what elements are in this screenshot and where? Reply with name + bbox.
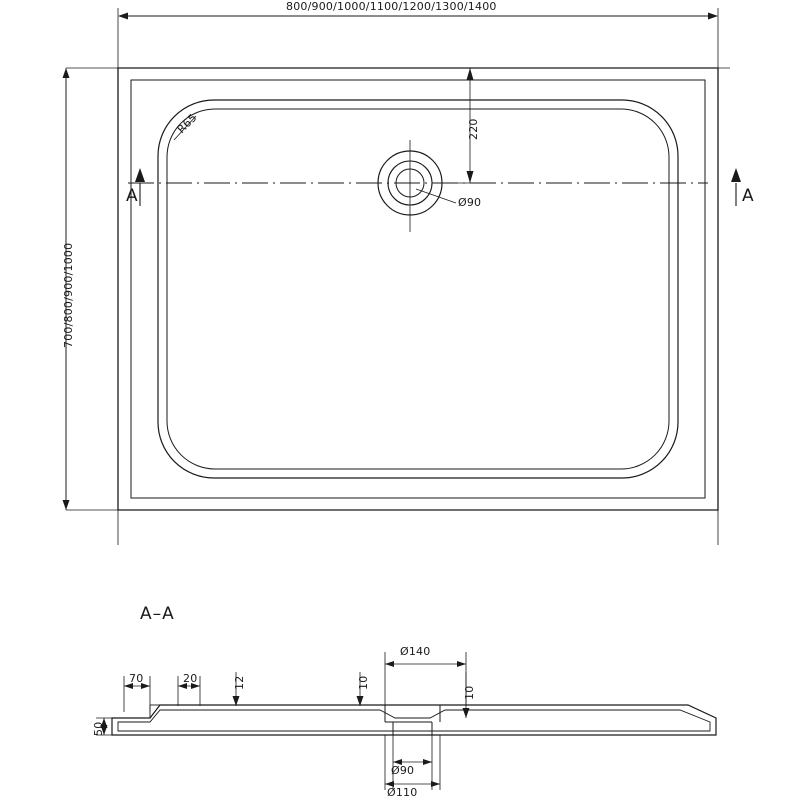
drain-diameter-top-label: Ø90 xyxy=(458,196,482,209)
left-dimension-label: 700/800/900/1000 xyxy=(62,242,75,348)
top-dimension-label: 800/900/1000/1100/1200/1300/1400 xyxy=(286,0,497,13)
drain-diameter-90-label: Ø90 xyxy=(391,764,415,777)
section-dim-10-right: 10 xyxy=(463,685,476,700)
flange-diameter-label: Ø140 xyxy=(400,645,431,658)
section-marker-right: A xyxy=(742,186,755,206)
section-marker-left: A xyxy=(126,186,139,206)
section-dim-70: 70 xyxy=(129,672,144,685)
drain-diameter-110-label: Ø110 xyxy=(387,786,418,799)
section-dim-50: 50 xyxy=(92,721,105,736)
drain-offset-label: 220 xyxy=(467,118,480,140)
section-title: A–A xyxy=(140,604,175,624)
section-dim-20: 20 xyxy=(183,672,198,685)
corner-radius-label: R65 xyxy=(174,111,200,136)
section-dim-12: 12 xyxy=(233,675,246,690)
section-dim-10-left: 10 xyxy=(357,675,370,690)
